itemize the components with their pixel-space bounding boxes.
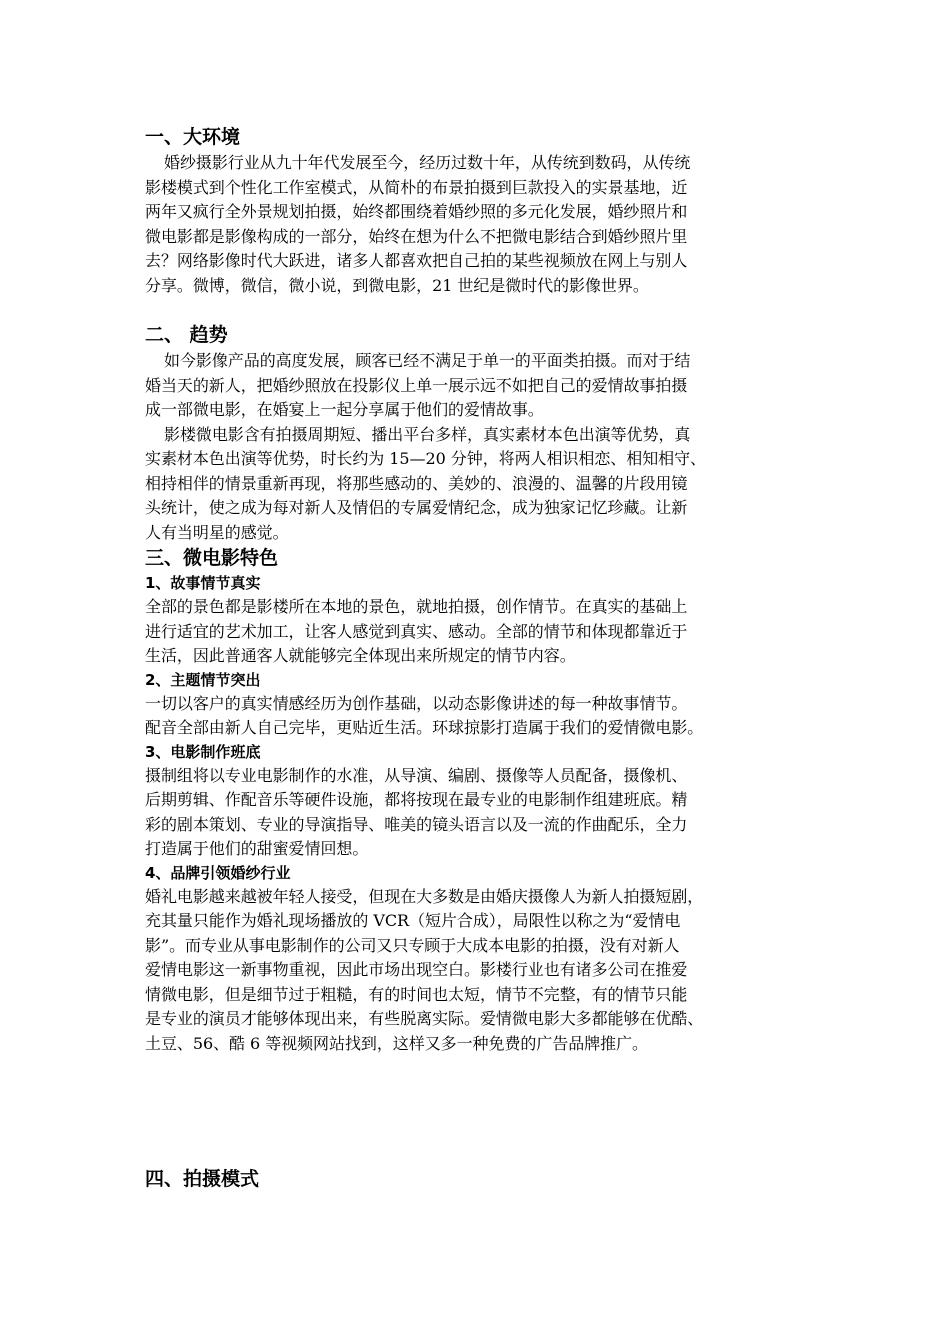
paragraph-line: 爱情电影这一新事物重视，因此市场出现空白。影楼行业也有诸多公司在推爱 xyxy=(145,960,688,979)
paragraph-line: 情微电影，但是细节过于粗糙，有的时间也太短，情节不完整，有的情节只能 xyxy=(145,984,688,1004)
paragraph-line: 是专业的演员才能够体现出来，有些脱离实际。爱情微电影大多都能够在优酷、 xyxy=(145,1009,704,1028)
paragraph-line: 配音全部由新人自己完毕，更贴近生活。环球掠影打造属于我们的爱情微电影。 xyxy=(145,718,704,737)
section-body-environment xyxy=(145,151,827,298)
subheading-story: 1、故事情节真实 xyxy=(145,574,261,592)
paragraph-line: 微电影都是影像构成的一部分，始终在想为什么不把微电影结合到婚纱照片里 xyxy=(145,226,688,246)
section-heading-trend: 二、 趋势 xyxy=(145,324,228,346)
subsection-body-story xyxy=(145,595,827,669)
section-body-trend xyxy=(145,349,827,545)
paragraph-line: 充其量只能作为婚礼现场播放的 VCR（短片合成），局限性以称之为“爱情电 xyxy=(145,911,681,930)
document-page xyxy=(145,124,827,1193)
subsection-body-production xyxy=(145,764,827,862)
paragraph-line: 去？网络影像时代大跃进，诸多人都喜欢把自己拍的某些视频放在网上与别人 xyxy=(145,251,688,270)
paragraph-line: 一切以客户的真实情感经历为创作基础，以动态影像讲述的每一种故事情节。 xyxy=(145,693,688,713)
paragraph-line: 相持相伴的情景重新再现，将那些感动的、美妙的、浪漫的、温馨的片段用镜 xyxy=(145,473,688,493)
paragraph-line: 土豆、56、酷 6 等视频网站找到，这样又多一种免费的广告品牌推广。 xyxy=(145,1033,649,1053)
paragraph-line: 全部的景色都是影楼所在本地的景色，就地拍摄，创作情节。在真实的基础上 xyxy=(145,597,688,616)
section-heading-features: 三、微电影特色 xyxy=(145,547,279,569)
paragraph-line: 婚当天的新人，把婚纱照放在投影仪上单一展示远不如把自己的爱情故事拍摄 xyxy=(145,375,688,395)
paragraph-line: 实素材本色出演等优势，时长约为 15—20 分钟，将两人相识相恋、相知相守、 xyxy=(145,449,706,468)
paragraph-line: 影楼微电影含有拍摄周期短、播出平台多样，真实素材本色出演等优势，真 xyxy=(164,424,691,444)
paragraph-line: 婚礼电影越来越被年轻人接受，但现在大多数是由婚庆摄像人为新人拍摄短剧， xyxy=(145,886,704,906)
paragraph-line: 头统计，使之成为每对新人及情侣的专属爱情纪念，成为独家记忆珍藏。让新 xyxy=(145,498,688,517)
spacer xyxy=(145,298,827,322)
paragraph-line: 人有当明星的感觉。 xyxy=(145,522,289,542)
paragraph-line: 进行适宜的艺术加工，让客人感觉到真实、感动。全部的情节和体现都靠近于 xyxy=(145,621,688,641)
section-heading-environment: 一、大环境 xyxy=(145,126,241,148)
subheading-brand: 4、品牌引领婚纱行业 xyxy=(145,863,291,882)
paragraph-line: 成一部微电影，在婚宴上一起分享属于他们的爱情故事。 xyxy=(145,400,544,419)
paragraph-line: 婚纱摄影行业从九十年代发展至今，经历过数十年，从传统到数码，从传统 xyxy=(164,153,691,172)
paragraph-line: 摄制组将以专业电影制作的水准，从导演、编剧、摄像等人员配备，摄像机、 xyxy=(145,765,688,785)
paragraph-line: 影”。而专业从事电影制作的公司又只专顾于大成本电影的拍摄，没有对新人 xyxy=(145,935,680,955)
subsection-body-theme xyxy=(145,692,827,741)
subheading-theme: 2、主题情节突出 xyxy=(145,670,261,689)
paragraph-line: 打造属于他们的甜蜜爱情回想。 xyxy=(145,839,369,858)
spacer xyxy=(145,1056,827,1166)
paragraph-line: 分享。微博，微信，微小说，到微电影，21 世纪是微时代的影像世界。 xyxy=(145,275,649,295)
paragraph-line: 后期剪辑、作配音乐等硬件设施，都将按现在最专业的电影制作组建班底。精 xyxy=(145,790,688,809)
paragraph-line: 如今影像产品的高度发展，顾客已经不满足于单一的平面类拍摄。而对于结 xyxy=(164,351,691,370)
paragraph-line: 影楼模式到个性化工作室模式，从简朴的布景拍摄到巨款投入的实景基地，近 xyxy=(145,177,688,197)
subsection-body-brand xyxy=(145,885,827,1057)
paragraph-line: 两年又疯行全外景规划拍摄，始终都围绕着婚纱照的多元化发展，婚纱照片和 xyxy=(145,202,688,221)
section-heading-shooting-mode: 四、拍摄模式 xyxy=(145,1168,260,1190)
paragraph-line: 彩的剧本策划、专业的导演指导、唯美的镜头语言以及一流的作曲配乐，全力 xyxy=(145,814,688,834)
subheading-production: 3、电影制作班底 xyxy=(145,742,261,761)
paragraph-line: 生活，因此普通客人就能够完全体现出来所规定的情节内容。 xyxy=(145,646,576,665)
